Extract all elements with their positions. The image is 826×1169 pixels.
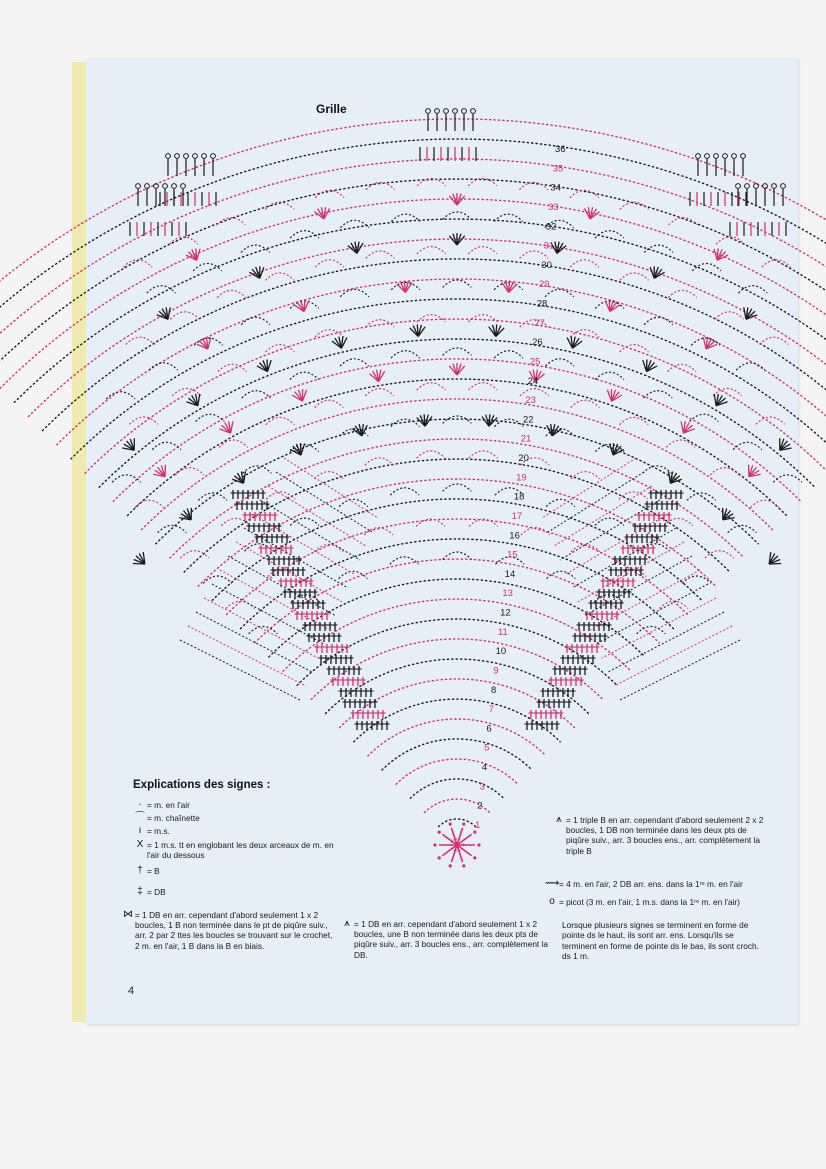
closing-note: Lorsque plusieurs signes se terminent en forme de pointe ds le haut, ils sont arr. ens. Lorsqu'ils se terminent en forme de pointe ds le bas, ils sont croch. ds 1 m. bbox=[562, 920, 759, 961]
stitch-spoke bbox=[198, 394, 200, 406]
grid-line bbox=[236, 542, 342, 602]
scallop-arc bbox=[417, 451, 445, 458]
scallop-arc bbox=[571, 260, 599, 267]
double-crochet-icon: † bbox=[137, 865, 143, 876]
row-number: 33 bbox=[548, 201, 559, 213]
picot bbox=[211, 154, 216, 159]
row-number: 11 bbox=[497, 626, 508, 638]
scallop-arc bbox=[266, 417, 294, 424]
scallop-arc bbox=[620, 417, 648, 424]
scallop-arc bbox=[199, 493, 227, 500]
flower-dot bbox=[438, 856, 441, 859]
scallop-arc bbox=[683, 576, 711, 583]
scallop-arc bbox=[571, 400, 599, 407]
picot bbox=[435, 109, 440, 114]
legend-chain: · = m. en l'air bbox=[133, 800, 333, 810]
scallop-arc bbox=[443, 348, 471, 355]
picot bbox=[181, 184, 186, 189]
scallop-arc bbox=[341, 220, 369, 227]
row-number: 1 bbox=[475, 820, 481, 831]
legend-slip-stitch: ⌒ = m. chaînette bbox=[135, 812, 200, 823]
scallop-arc bbox=[620, 345, 648, 352]
grid-line bbox=[620, 640, 740, 700]
scallop-arc bbox=[443, 484, 471, 491]
scallop-arc bbox=[641, 544, 669, 551]
scallop-arc bbox=[710, 468, 738, 475]
chain-arc bbox=[439, 819, 476, 827]
scallop-arc bbox=[520, 251, 548, 258]
scallop-arc bbox=[366, 389, 394, 396]
flower-dot bbox=[449, 823, 452, 826]
picot-icon: o bbox=[549, 896, 555, 907]
grid-line bbox=[614, 626, 732, 686]
picot bbox=[163, 184, 168, 189]
scallop-arc bbox=[316, 190, 344, 197]
scallop-arc bbox=[249, 627, 277, 634]
scallop-arc bbox=[645, 245, 673, 252]
slip-stitch-icon: ⌒ bbox=[135, 812, 145, 823]
scallop-arc bbox=[241, 245, 269, 252]
treble-crochet-icon: ‡ bbox=[137, 886, 143, 897]
row-number: 32 bbox=[545, 221, 557, 233]
scallop-arc bbox=[547, 499, 575, 506]
scallop-arc bbox=[291, 231, 319, 238]
row-number: 23 bbox=[525, 395, 536, 407]
chain-arc bbox=[382, 739, 532, 770]
scallop-arc bbox=[417, 383, 445, 390]
scallop-arc bbox=[290, 372, 318, 379]
legend-crossed-treble: ⋈ = 1 DB en arr. cependant d'abord seulement 1 x 2 boucles, 1 B non terminée dans le pt de piqûre suiv., arr. 2 par 2 ttes les boucles se trouvant sur le crochet, 2 m. en l'air, 1 B dans la B en biais. bbox=[123, 909, 333, 951]
scallop-arc bbox=[147, 286, 175, 293]
flower-dot bbox=[433, 843, 436, 846]
scallop-arc bbox=[495, 419, 523, 426]
scallop-arc bbox=[443, 552, 471, 559]
picot bbox=[462, 109, 467, 114]
scallop-arc bbox=[751, 500, 779, 507]
grid-line bbox=[284, 458, 378, 518]
row-number: 13 bbox=[502, 588, 513, 600]
scallop-arc bbox=[595, 518, 623, 525]
picot bbox=[736, 184, 741, 189]
stitch-spoke bbox=[168, 307, 170, 319]
row-number: 17 bbox=[511, 511, 523, 522]
triple-treble-cluster-icon: ⩚ bbox=[556, 814, 562, 825]
scallop-arc bbox=[217, 218, 245, 225]
picot bbox=[471, 109, 476, 114]
chain-arc bbox=[57, 279, 826, 445]
picot bbox=[741, 154, 746, 159]
scallop-arc bbox=[242, 391, 270, 398]
chain-arc bbox=[113, 356, 800, 501]
scallop-arc bbox=[181, 551, 209, 558]
scallop-arc bbox=[443, 212, 471, 219]
grid-line bbox=[602, 598, 716, 658]
legend-double-crochet: † = B bbox=[133, 866, 333, 876]
scallop-arc bbox=[417, 315, 445, 322]
chain-arc bbox=[410, 779, 503, 798]
center-flower bbox=[433, 823, 480, 868]
picot bbox=[426, 109, 431, 114]
scallop-arc bbox=[644, 391, 672, 398]
legend-picot: o = picot (3 m. en l'air, 1 m.s. dans la 1ʳᵉ m. en l'air) bbox=[545, 897, 767, 907]
scallop-arc bbox=[340, 359, 368, 366]
picot bbox=[166, 154, 171, 159]
scallop-arc bbox=[243, 466, 271, 473]
legend-heading: Explications des signes : bbox=[133, 779, 271, 791]
chain-arc bbox=[0, 159, 826, 360]
chain-arc bbox=[0, 179, 826, 374]
chain-arc bbox=[184, 459, 730, 572]
legend-treble: ‡ = DB bbox=[133, 887, 333, 897]
scallop-arc bbox=[391, 488, 419, 495]
row-number: 29 bbox=[539, 279, 550, 291]
picot bbox=[732, 154, 737, 159]
scallop-arc bbox=[194, 338, 222, 345]
scallop-arc bbox=[242, 317, 270, 324]
row-number: 10 bbox=[495, 646, 507, 658]
grid-line bbox=[228, 556, 336, 616]
flower-dot bbox=[438, 831, 441, 834]
stitch-spoke bbox=[197, 249, 200, 261]
crossed-treble-icon: ⋈ bbox=[123, 909, 133, 920]
row-number: 16 bbox=[509, 530, 520, 542]
stitch-spoke bbox=[244, 471, 246, 483]
picot bbox=[175, 154, 180, 159]
chart-title: Grille bbox=[316, 102, 347, 116]
grid-line bbox=[196, 612, 312, 672]
chain-arc bbox=[170, 439, 744, 558]
chain-arc bbox=[0, 119, 826, 332]
legend-triple-treble-cluster: ⩚ = 1 triple B en arr. cependant d'abord seulement 2 x 2 boucles, 1 DB non terminée dans les deux pts de piqûre suiv., arr. 3 boucles ens., arr. complètement la triple B bbox=[552, 815, 764, 856]
chain-arc bbox=[14, 219, 826, 402]
row-number: 27 bbox=[534, 317, 545, 329]
chain-arc bbox=[368, 719, 546, 756]
picot bbox=[745, 184, 750, 189]
single-crochet-icon: ı bbox=[138, 825, 142, 836]
row-number: 20 bbox=[518, 453, 529, 464]
scallop-arc bbox=[130, 417, 158, 424]
picot bbox=[772, 184, 777, 189]
scallop-arc bbox=[667, 440, 695, 447]
chain-cluster-icon: ⟿ bbox=[545, 878, 560, 889]
scallop-arc bbox=[149, 363, 177, 370]
scallop-arc bbox=[774, 475, 802, 482]
grid-line bbox=[180, 640, 300, 700]
scallop-arc bbox=[715, 312, 743, 319]
scallop-arc bbox=[571, 330, 599, 337]
flower-dot bbox=[449, 864, 452, 867]
grid-line bbox=[188, 626, 306, 686]
flower-dot bbox=[462, 823, 465, 826]
row-number: 18 bbox=[513, 491, 525, 503]
row-number: 35 bbox=[552, 163, 564, 175]
scallop-arc bbox=[112, 475, 140, 482]
flower-dot bbox=[462, 864, 465, 867]
chain-arc bbox=[354, 699, 560, 742]
scallop-arc bbox=[495, 351, 523, 358]
scallop-arc bbox=[267, 492, 295, 499]
row-number: 5 bbox=[484, 742, 490, 754]
scallop-arc bbox=[417, 247, 445, 254]
stitch-spoke bbox=[231, 421, 233, 433]
scallop-arc bbox=[135, 500, 163, 507]
chain-arc bbox=[99, 339, 815, 487]
chain-arc bbox=[128, 379, 787, 515]
row-number: 28 bbox=[536, 298, 548, 310]
scallop-arc bbox=[194, 264, 222, 271]
picot bbox=[723, 154, 728, 159]
row-number: 30 bbox=[541, 259, 552, 271]
row-number: 19 bbox=[516, 472, 527, 484]
scallop-arc bbox=[443, 280, 471, 287]
row-number: 7 bbox=[488, 704, 494, 716]
scallop-arc bbox=[760, 337, 788, 344]
scallop-arc bbox=[316, 260, 344, 267]
grid-line bbox=[578, 542, 684, 602]
scallop-arc bbox=[547, 571, 575, 578]
picot bbox=[193, 154, 198, 159]
row-number: 36 bbox=[555, 144, 566, 155]
stitch-spoke bbox=[301, 444, 305, 455]
chain-arcs bbox=[0, 119, 826, 827]
scallop-arc bbox=[391, 351, 419, 358]
row-number: 31 bbox=[543, 240, 555, 252]
scallop-arc bbox=[713, 389, 741, 396]
picot bbox=[172, 184, 177, 189]
row-number: 4 bbox=[481, 762, 488, 774]
row-number: 2 bbox=[477, 800, 483, 812]
scallop-arc bbox=[291, 518, 319, 525]
chain-arc bbox=[227, 519, 688, 614]
legend-treble-cluster: ⩚ = 1 DB en arr. cependant d'abord seulement 1 x 2 boucles, une B non terminée dans les deux pts de piqûre suiv., arr. 3 boucles ens., arr. complètement la DB. bbox=[340, 919, 548, 960]
row-number: 14 bbox=[504, 568, 516, 580]
scallop-arc bbox=[644, 317, 672, 324]
picot bbox=[705, 154, 710, 159]
scallop-arc bbox=[365, 458, 393, 465]
row-number: 26 bbox=[532, 337, 543, 349]
scallop-arc bbox=[733, 442, 761, 449]
picot bbox=[714, 154, 719, 159]
scallop-arc bbox=[545, 289, 573, 296]
chain-arc bbox=[29, 239, 826, 416]
scallop-arc bbox=[737, 363, 765, 370]
stitch-spoke bbox=[267, 360, 271, 371]
scallop-arc bbox=[266, 273, 294, 280]
grid-line bbox=[584, 556, 692, 616]
chain-arc bbox=[0, 199, 826, 388]
picot bbox=[136, 184, 141, 189]
chain-arc bbox=[283, 599, 631, 671]
scallop-arc bbox=[669, 290, 697, 297]
chain-stitch-icon: · bbox=[138, 799, 142, 810]
row-number: 3 bbox=[479, 781, 485, 793]
picot bbox=[202, 154, 207, 159]
grid-line bbox=[276, 472, 372, 532]
chain-arc bbox=[297, 619, 617, 685]
treble-cluster-icon: ⩚ bbox=[344, 918, 350, 929]
picot bbox=[184, 154, 189, 159]
row-number: 21 bbox=[520, 433, 532, 445]
flower-dot bbox=[473, 856, 476, 859]
row-number: 9 bbox=[493, 665, 499, 677]
scallop-arc bbox=[469, 451, 497, 458]
scallop-arc bbox=[546, 359, 574, 366]
picot bbox=[453, 109, 458, 114]
row-number: 6 bbox=[486, 723, 492, 735]
scallop-arc bbox=[196, 414, 224, 421]
scallop-arc bbox=[315, 400, 343, 407]
picot-clusters bbox=[130, 109, 786, 236]
scallop-arc bbox=[366, 251, 394, 258]
scallop-arc bbox=[245, 544, 273, 551]
stitch-spoke bbox=[208, 337, 211, 349]
scallop-arc bbox=[595, 231, 623, 238]
grid-line bbox=[608, 612, 724, 672]
picot bbox=[444, 109, 449, 114]
legend-enclosing-sc: X = 1 m.s. tt en englobant les deux arceaux de m. en l'air du dessous bbox=[133, 840, 338, 860]
scallop-arc bbox=[315, 472, 343, 479]
row-number: 25 bbox=[529, 356, 541, 368]
row-number: 15 bbox=[507, 549, 518, 561]
chain-arc bbox=[156, 419, 758, 544]
scallop-arc bbox=[218, 290, 246, 297]
scallop-arc bbox=[126, 337, 154, 344]
row-number: 8 bbox=[491, 684, 497, 696]
chain-arc bbox=[396, 759, 518, 784]
grid-line bbox=[252, 514, 354, 574]
scallop-arc bbox=[620, 273, 648, 280]
scallop-arc bbox=[469, 383, 497, 390]
picot bbox=[145, 184, 150, 189]
scallop-arc bbox=[176, 468, 204, 475]
scallop-arc bbox=[619, 492, 647, 499]
scallop-arc bbox=[693, 264, 721, 271]
stitch-grid bbox=[180, 458, 740, 730]
scallop-arc bbox=[596, 372, 624, 379]
grid-line bbox=[572, 528, 676, 588]
row-number: 12 bbox=[500, 607, 511, 619]
scallop-arc bbox=[171, 312, 199, 319]
flower-dot bbox=[477, 843, 480, 846]
cross-stitch-icon: X bbox=[136, 839, 144, 850]
legend-single-crochet: ı = m.s. bbox=[133, 826, 333, 836]
scallop-arc bbox=[739, 286, 767, 293]
row-number: 34 bbox=[550, 182, 561, 194]
row-number: 24 bbox=[527, 375, 539, 387]
scallop-arc bbox=[340, 499, 368, 506]
scallop-arc bbox=[315, 330, 343, 337]
scallop-arc bbox=[469, 247, 497, 254]
scallop-arc bbox=[705, 551, 733, 558]
scallop-arc bbox=[219, 440, 247, 447]
picot bbox=[754, 184, 759, 189]
grid-line bbox=[542, 458, 636, 518]
scallop-arc bbox=[266, 345, 294, 352]
picot bbox=[696, 154, 701, 159]
legend-chain-cluster: ⟿ = 4 m. en l'air, 2 DB arr. ens. dans la 1ʳᵉ m. en l'air bbox=[545, 878, 743, 889]
row-number: 22 bbox=[523, 414, 534, 426]
page-number: 4 bbox=[128, 985, 135, 997]
picot bbox=[781, 184, 786, 189]
grid-line bbox=[204, 598, 318, 658]
scallop-arc bbox=[153, 442, 181, 449]
